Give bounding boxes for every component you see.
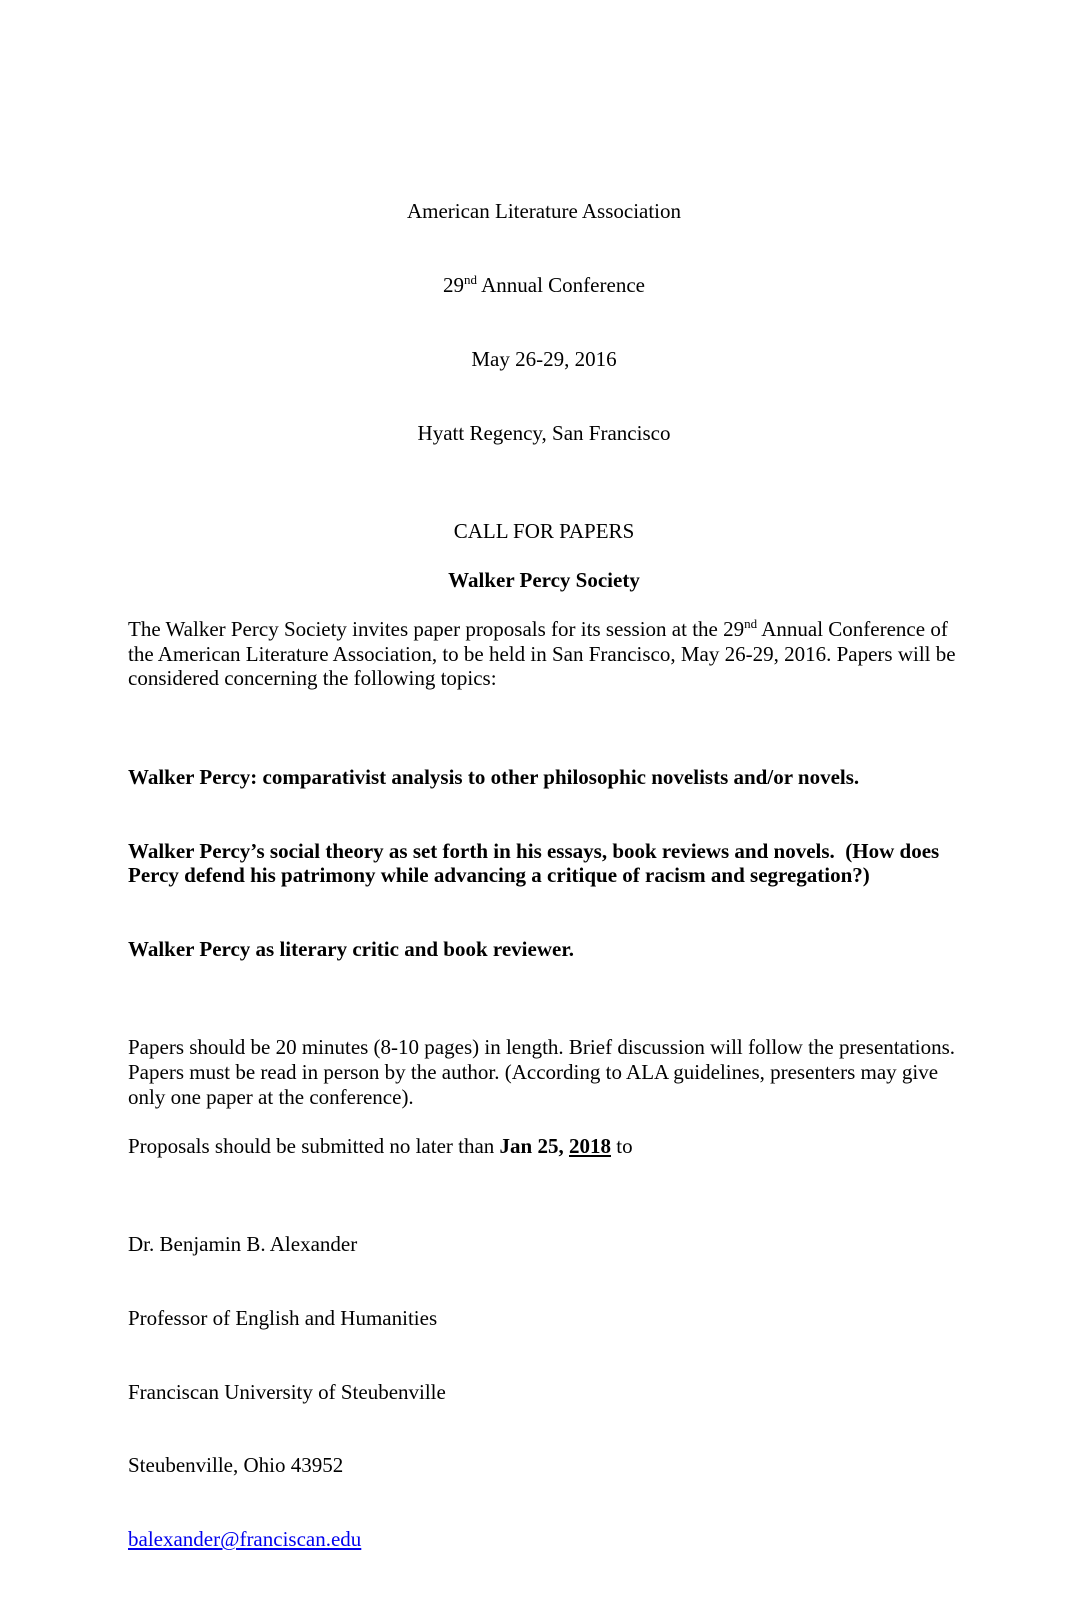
contact-title: Professor of English and Humanities: [128, 1305, 438, 1330]
contact-email-line: [128, 1527, 960, 1552]
topic-item: Walker Percy: comparativist analysis to other philosophic novelists and/or novels.: [128, 764, 860, 789]
proposals-deadline: Proposals should be submitted no later than Jan 25, 2018 to: [128, 1133, 633, 1158]
deadline-year: 2018: [568, 1133, 611, 1158]
topic-item: Walker Percy’s social theory as set forth in his essays, book reviews and novels. (How does Percy defend his patrimony while advancing a critique of racism and segregation?): [128, 838, 945, 888]
call-for-papers-heading: CALL FOR PAPERS: [453, 518, 635, 543]
topic-item: Walker Percy as literary critic and book reviewer.: [128, 937, 574, 961]
ordinal-superscript: nd: [464, 271, 478, 287]
conference-edition: 29nd Annual Conference: [443, 271, 645, 297]
intro-paragraph: The Walker Percy Society invites paper proposals for its session at the 29nd Annual Conference of the American Literature Association, to be held in San Francisco, May 26-29, 2016. Papers will be considered concerning the following topics:: [128, 616, 961, 691]
conference-name: American Literature Association: [406, 199, 682, 224]
contact-city: Steubenville, Ohio 43952: [128, 1453, 344, 1478]
society-title: Walker Percy Society: [448, 568, 640, 593]
topics-list: [128, 716, 960, 1011]
email-link[interactable]: balexander@franciscan.edu: [128, 1527, 362, 1552]
contact-block: [128, 1183, 960, 1601]
papers-guidelines-paragraph: Papers should be 20 minutes (8-10 pages) in length. Brief discussion will follow the presentations. Papers must be read in person by the author. (According to ALA guidelines, presenters may give only one paper at the conference).: [128, 1035, 961, 1109]
contact-name: Dr. Benjamin B. Alexander: [128, 1232, 358, 1257]
contact-university: Franciscan University of Steubenville: [128, 1379, 446, 1404]
conference-header: [128, 150, 960, 494]
conference-venue: Hyatt Regency, San Francisco: [417, 420, 671, 445]
deadline-date: Jan 25,: [499, 1133, 569, 1158]
conference-dates: May 26-29, 2016: [471, 346, 617, 371]
ordinal-superscript: nd: [744, 616, 758, 632]
